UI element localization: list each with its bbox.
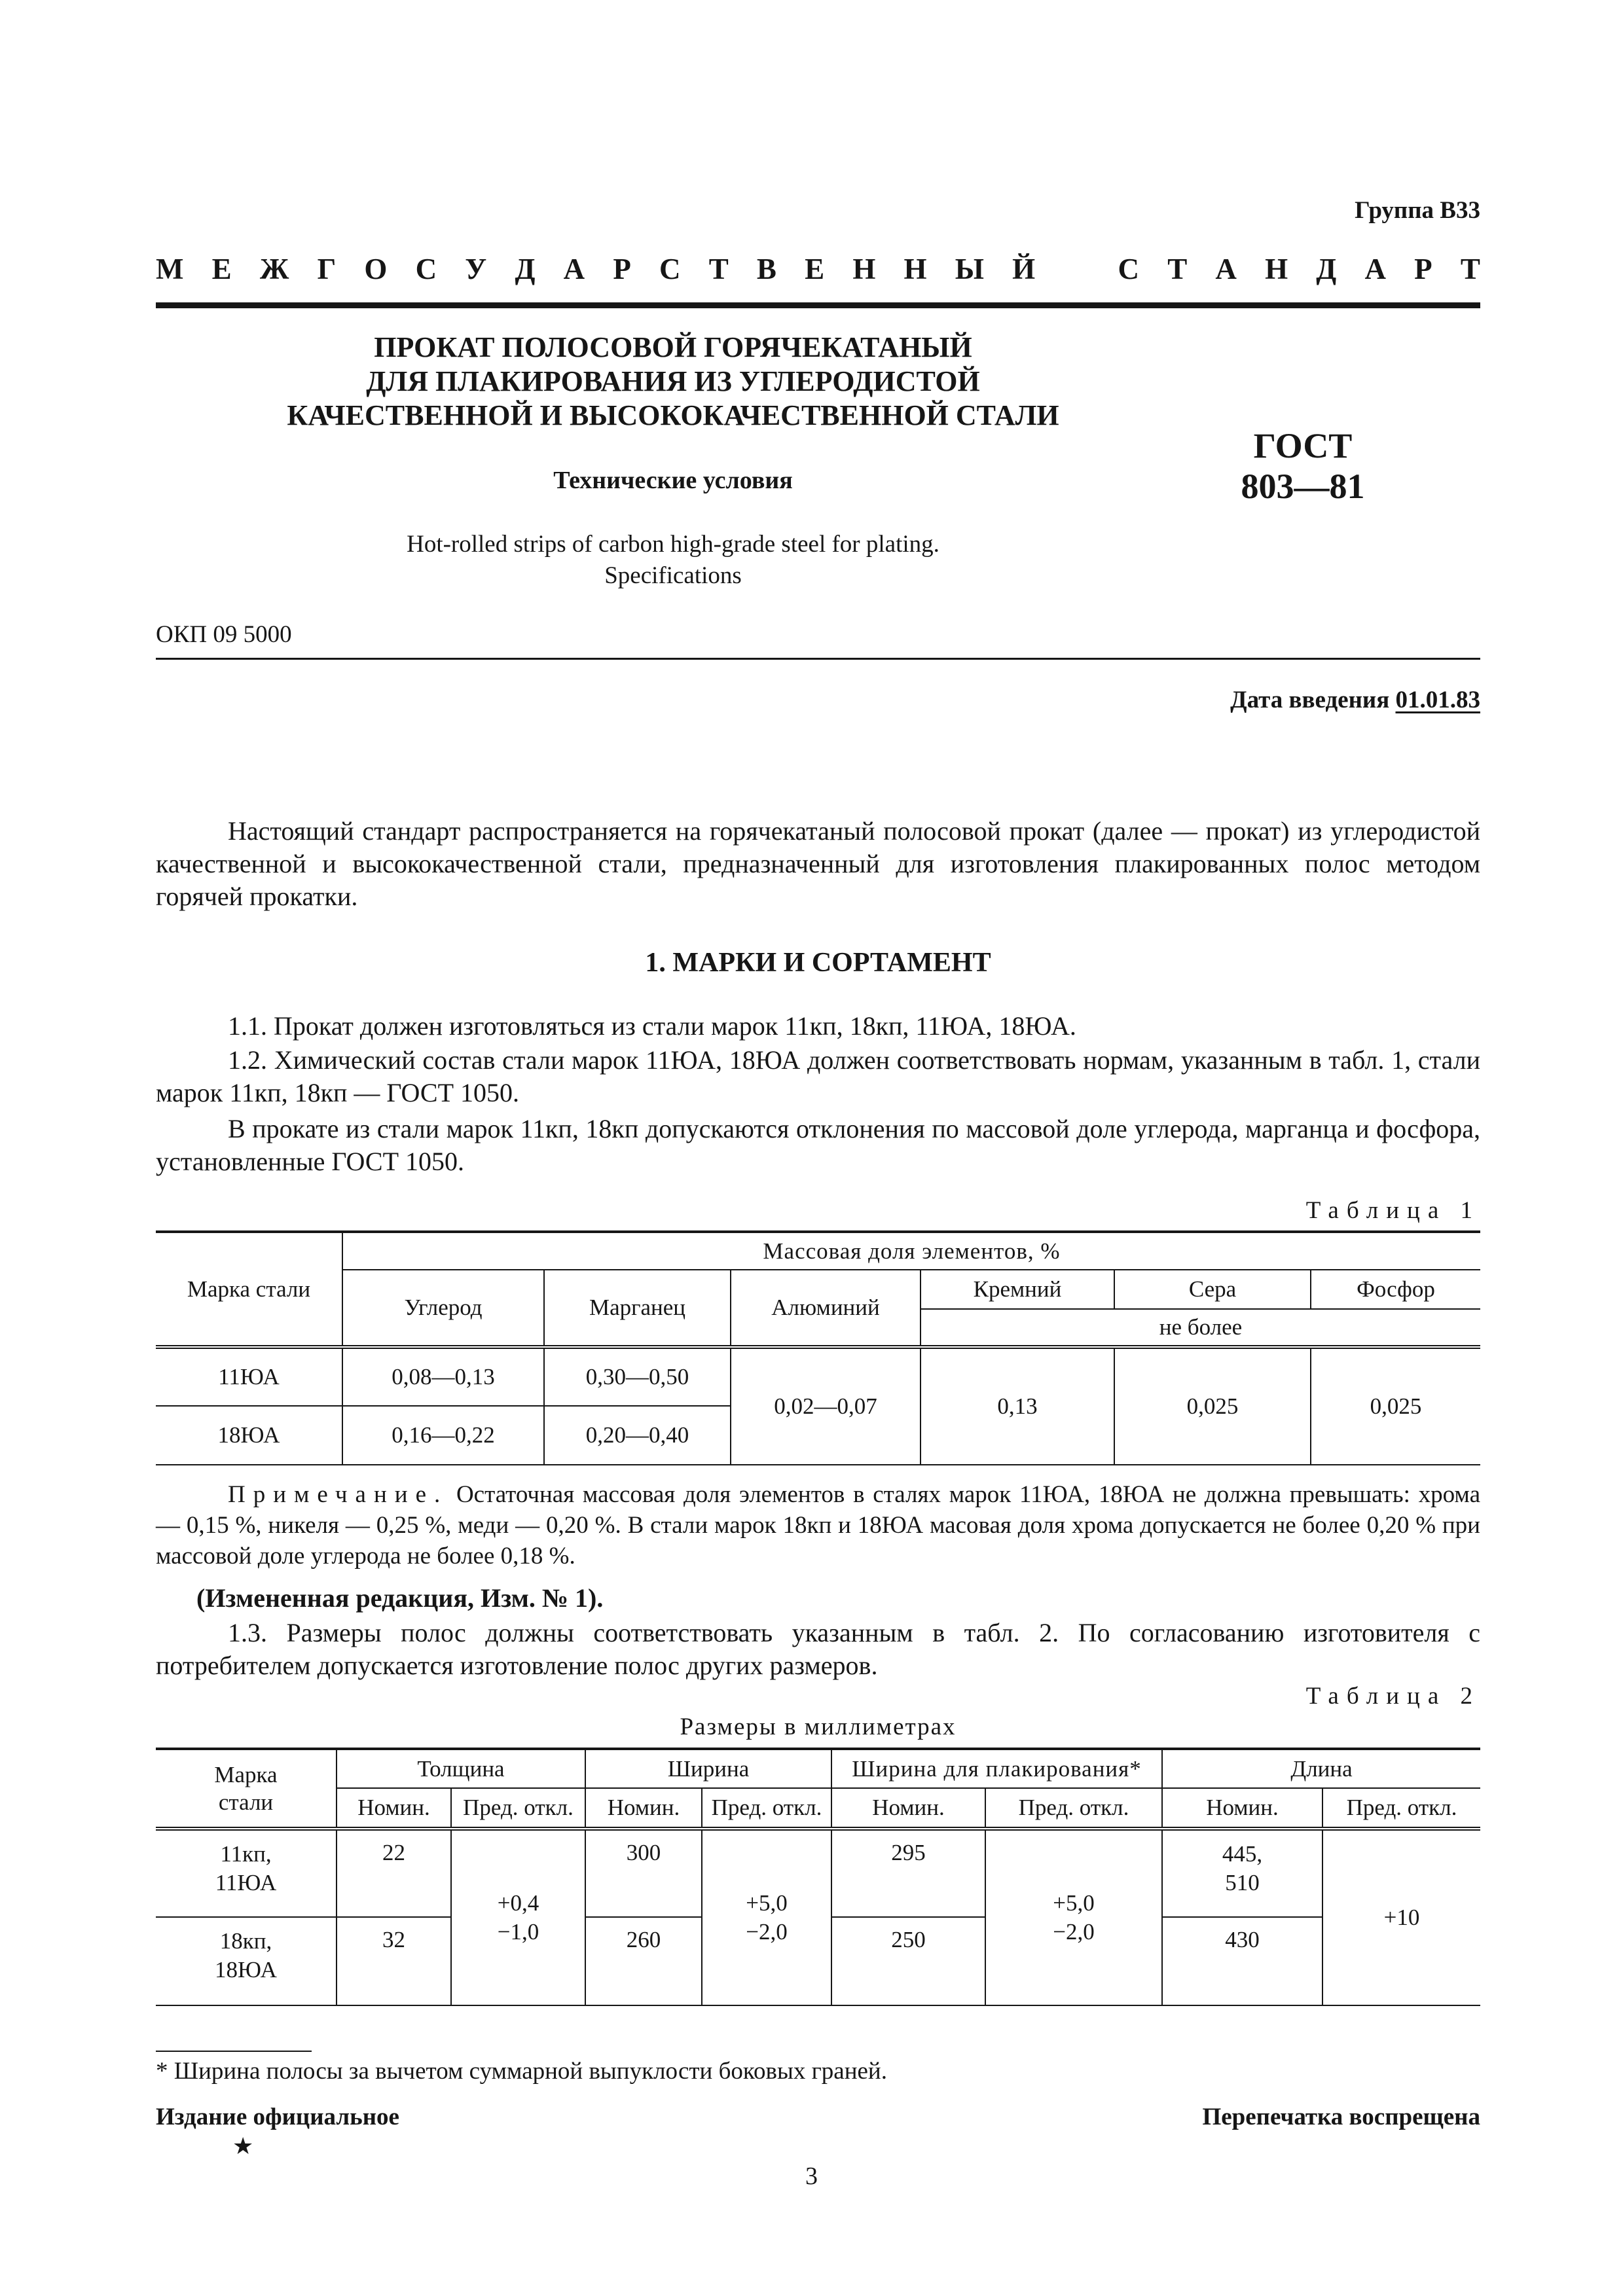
heading-letter: Ы: [955, 253, 984, 285]
grade-line: 18ЮА: [215, 1957, 277, 1982]
heading-letter: В: [756, 253, 776, 285]
deviation-plus: +5,0: [746, 1890, 788, 1916]
heading-letter: Г: [317, 253, 337, 285]
table-header-carbon: Углерод: [342, 1270, 544, 1347]
heading-letter: Т: [1167, 253, 1188, 285]
table-cell-clad-width-deviation: [985, 1829, 1162, 2005]
okp-code: ОКП 09 5000: [156, 621, 292, 648]
document-subtitle: Технические условия: [553, 467, 793, 494]
clause-1-2-continued: В прокате из стали марок 11кп, 18кп допускаются отклонения по массовой доле углерода, марганца и фосфора, установленные ГОСТ 1050.: [156, 1114, 1480, 1176]
heading-letter: Е: [805, 253, 825, 285]
table-cell-grade: 18ЮА: [156, 1406, 342, 1465]
heading-letter: Р: [1414, 253, 1432, 285]
table-cell-grade: [156, 1829, 337, 1917]
heading-letter: С: [659, 253, 681, 285]
table-header-aluminium: Алюминий: [731, 1270, 921, 1347]
title-line: КАЧЕСТВЕННОЙ И ВЫСОКОКАЧЕСТВЕННОЙ СТАЛИ: [287, 399, 1059, 431]
table-cell-length-deviation: +10: [1322, 1829, 1480, 2005]
table-cell-width: 260: [585, 1917, 702, 2005]
table-cell-phosphorus: 0,025: [1311, 1347, 1480, 1465]
heading-letter: Ж: [259, 253, 289, 285]
grade-line: 18кп,: [219, 1928, 272, 1954]
table-header-silicon: Кремний: [921, 1270, 1114, 1309]
table-cell-carbon: 0,16—0,22: [342, 1406, 544, 1465]
clause-1-3: 1.3. Размеры полос должны соответствовать указанным в табл. 2. По согласованию изготовителя с потребителем допускается изготовление полос других размеров.: [156, 1618, 1480, 1680]
heading-letter: Т: [708, 253, 729, 285]
heading-letter: С: [415, 253, 437, 285]
grade-line: 11ЮА: [215, 1870, 277, 1895]
heading-letter: А: [563, 253, 585, 285]
table-header-clad-width: Ширина для плакирования*: [831, 1749, 1162, 1788]
table-cell-length: 430: [1162, 1917, 1322, 2005]
table-header-nominal: Номин.: [1162, 1788, 1322, 1829]
note-label: Примечание.: [228, 1481, 448, 1508]
heading-letter: У: [465, 253, 487, 285]
intro-paragraph: Настоящий стандарт распространяется на горячекатаный полосовой прокат (далее — прокат) из углеродистой качественной и высококачественной стали, предназначенный для изготовления плакированных полос методом горячей прокатки.: [156, 816, 1480, 911]
effective-date-label: Дата введения: [1230, 687, 1390, 713]
interstate-standard-heading: [156, 252, 1480, 286]
table-header-mass-fraction: Массовая доля элементов, %: [342, 1232, 1480, 1270]
table-header-nominal: Номин.: [831, 1788, 985, 1829]
heading-letter: Н: [852, 253, 876, 285]
title-line: ДЛЯ ПЛАКИРОВАНИЯ ИЗ УГЛЕРОДИСТОЙ: [366, 365, 980, 397]
official-edition-label: Издание официальное: [156, 2104, 399, 2130]
title-line: ПРОКАТ ПОЛОСОВОЙ ГОРЯЧЕКАТАНЫЙ: [374, 331, 972, 363]
table-header-deviation: Пред. откл.: [1322, 1788, 1480, 1829]
clause-1-1: 1.1. Прокат должен изготовляться из стали марок 11кп, 18кп, 11ЮА, 18ЮА.: [228, 1011, 1076, 1041]
gost-code: 803—81: [1241, 467, 1365, 506]
amendment-note: (Измененная редакция, Изм. № 1).: [196, 1583, 604, 1613]
length-line: 510: [1225, 1870, 1260, 1895]
heading-letter: Н: [903, 253, 927, 285]
heading-letter: Е: [211, 253, 232, 285]
table-header-sulfur: Сера: [1114, 1270, 1311, 1309]
deviation-plus: +0,4: [497, 1890, 539, 1916]
table-header-not-more: не более: [921, 1309, 1480, 1347]
table-cell-thickness: 22: [337, 1829, 451, 1917]
reprint-prohibited-label: Перепечатка воспрещена: [1202, 2104, 1480, 2130]
english-title-line: Hot-rolled strips of carbon high-grade steel for plating.: [407, 531, 939, 558]
effective-date: [1230, 686, 1480, 714]
table-header-width: Ширина: [585, 1749, 831, 1788]
table-1-note: [156, 1479, 1480, 1571]
table-2-units: Размеры в миллиметрах: [680, 1713, 957, 1740]
section-heading: 1. МАРКИ И СОРТАМЕНТ: [645, 948, 991, 978]
heading-letter: А: [1364, 253, 1386, 285]
heading-letter: Н: [1265, 253, 1288, 285]
table-cell-length: [1162, 1829, 1322, 1917]
table-cell-width-deviation: [702, 1829, 831, 2005]
table-1-label: Таблица 1: [1305, 1197, 1480, 1224]
table-2-label: Таблица 2: [1305, 1683, 1480, 1710]
table-1-chemical-composition: [156, 1230, 1480, 1465]
deviation-minus: −1,0: [497, 1919, 539, 1945]
table-cell-grade: [156, 1917, 337, 2005]
length-line: 445,: [1222, 1841, 1263, 1867]
heading-letter: М: [156, 253, 184, 285]
table-header-phosphorus: Фосфор: [1311, 1270, 1480, 1309]
grade-line: 11кп,: [220, 1841, 272, 1867]
table-cell-manganese: 0,30—0,50: [544, 1347, 731, 1406]
table-2-dimensions: [156, 1748, 1480, 2006]
heading-letter: Д: [515, 253, 536, 285]
table-header-deviation: Пред. откл.: [451, 1788, 585, 1829]
table-cell-thickness: 32: [337, 1917, 451, 2005]
document-title: [156, 331, 1190, 433]
page-number: 3: [805, 2162, 818, 2190]
table-header-manganese: Марганец: [544, 1270, 731, 1347]
heading-gap: [1063, 252, 1089, 286]
deviation-plus: +5,0: [1053, 1890, 1095, 1916]
header-divider: [156, 658, 1480, 660]
table-cell-clad-width: 295: [831, 1829, 985, 1917]
english-title: [156, 529, 1190, 592]
star-icon: ★: [232, 2133, 254, 2159]
heading-letter: С: [1118, 253, 1139, 285]
table-cell-manganese: 0,20—0,40: [544, 1406, 731, 1465]
table-header-grade: Марка стали: [156, 1232, 342, 1347]
english-title-line: Specifications: [604, 562, 742, 589]
footnote-rule: [156, 2051, 312, 2052]
heading-letter: Р: [613, 253, 631, 285]
table-cell-carbon: 0,08—0,13: [342, 1347, 544, 1406]
note-text: Остаточная массовая доля элементов в сталях марок 11ЮА, 18ЮА не должна превышать: хрома — 0,15 %, никеля — 0,25 %, меди — 0,20 %. В стали марок 18кп и 18ЮА масовая доля хрома допускается не более 0,20 % при массовой доле углерода не более 0,18 %.: [156, 1481, 1480, 1570]
effective-date-value: 01.01.83: [1395, 687, 1480, 713]
gost-number: [1205, 425, 1401, 507]
table-header-thickness: Толщина: [337, 1749, 585, 1788]
table-cell-grade: 11ЮА: [156, 1347, 342, 1406]
heading-letter: Д: [1316, 253, 1337, 285]
table-header-deviation: Пред. откл.: [702, 1788, 831, 1829]
heading-letter: Т: [1460, 253, 1480, 285]
heading-letter: А: [1215, 253, 1237, 285]
table-cell-sulfur: 0,025: [1114, 1347, 1311, 1465]
table-header-grade: Марка стали: [156, 1749, 337, 1829]
table-header-length: Длина: [1162, 1749, 1480, 1788]
table-cell-width: 300: [585, 1829, 702, 1917]
table-cell-aluminium: 0,02—0,07: [731, 1347, 921, 1465]
group-label: Группа В33: [1355, 197, 1480, 224]
header-rule: [156, 302, 1480, 308]
clause-1-2: 1.2. Химический состав стали марок 11ЮА, 18ЮА должен соответствовать нормам, указанным в табл. 1, стали марок 11кп, 18кп — ГОСТ 1050.: [156, 1045, 1480, 1107]
table-header-deviation: Пред. откл.: [985, 1788, 1162, 1829]
deviation-minus: −2,0: [1053, 1919, 1095, 1945]
heading-letter: Й: [1012, 253, 1036, 285]
table-header-nominal: Номин.: [337, 1788, 451, 1829]
deviation-minus: −2,0: [746, 1919, 788, 1945]
table-header-nominal: Номин.: [585, 1788, 702, 1829]
gost-label: ГОСТ: [1253, 426, 1353, 465]
footnote: * Ширина полосы за вычетом суммарной выпуклости боковых граней.: [156, 2058, 887, 2085]
table-cell-clad-width: 250: [831, 1917, 985, 2005]
heading-letter: О: [364, 253, 388, 285]
table-cell-silicon: 0,13: [921, 1347, 1114, 1465]
table-cell-thickness-deviation: [451, 1829, 585, 2005]
